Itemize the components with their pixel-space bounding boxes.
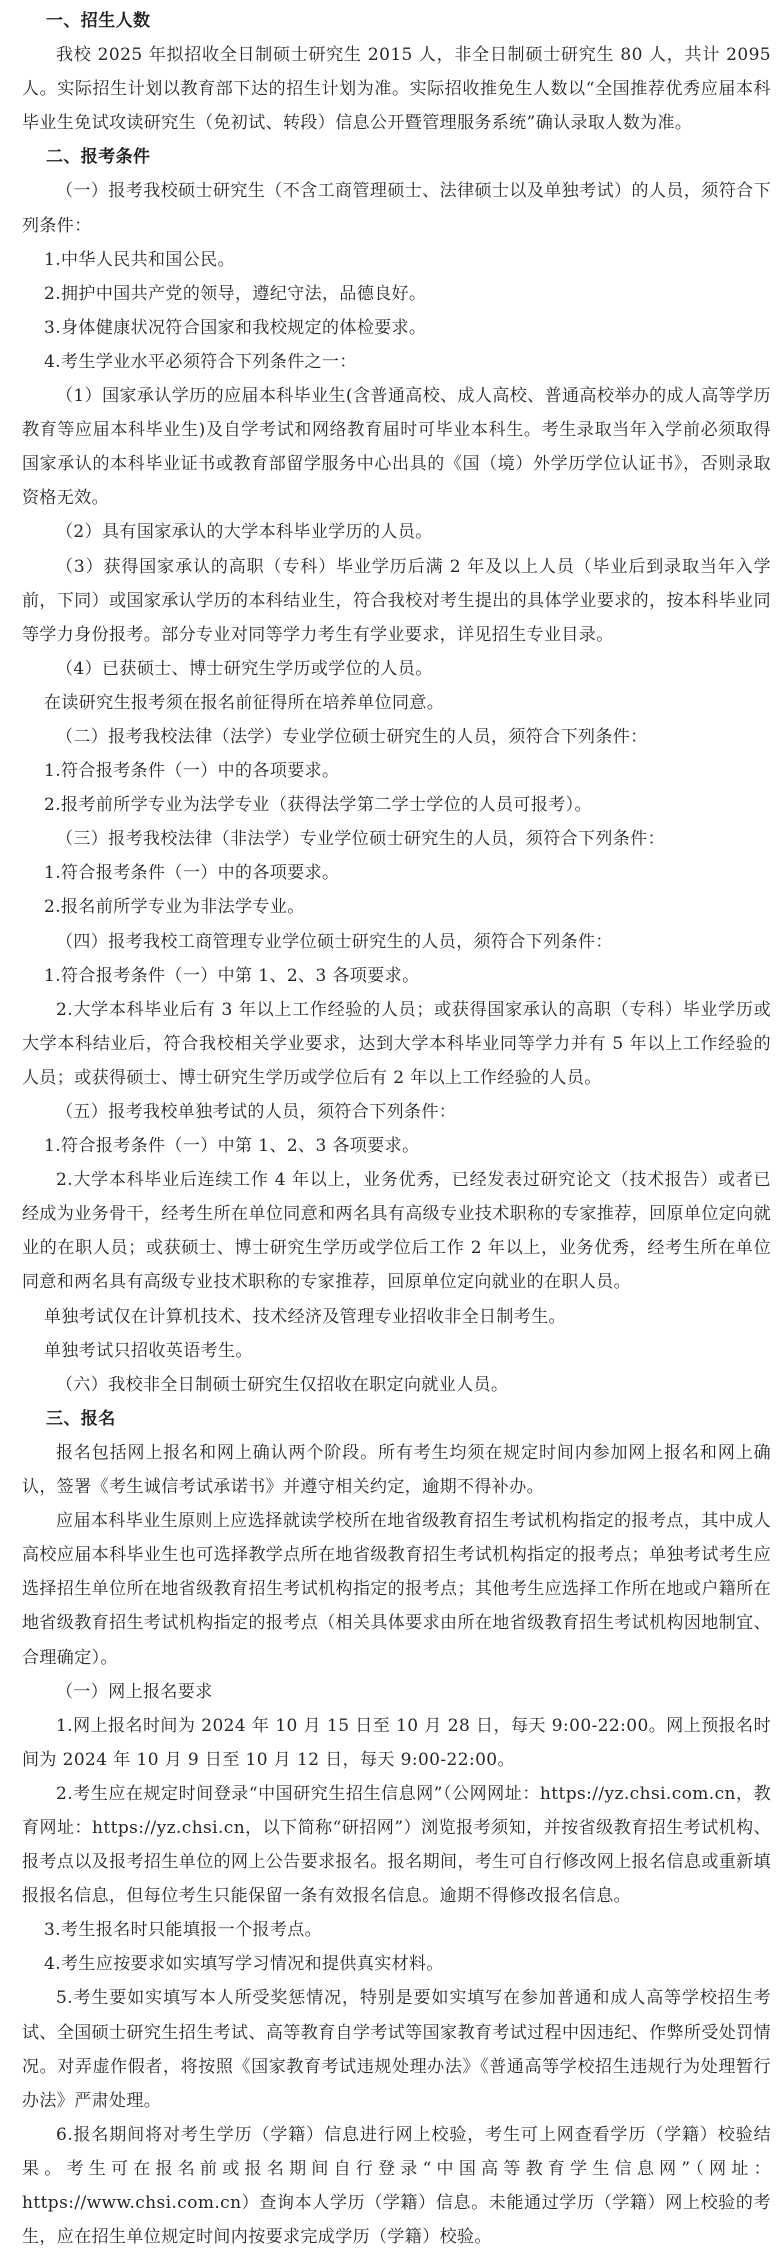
subsection-heading: （五）报考我校单独考试的人员，须符合下列条件： [56,1102,457,1122]
paragraph: 单独考试仅在计算机技术、技术经济及管理专业招收非全日制考生。 [44,1306,566,1327]
list-item: （2）具有国家承认的大学本科毕业学历的人员。 [56,522,433,543]
list-item: （1）国家承认学历的应届本科毕业生(含普通高校、成人高校、普通高校举办的成人高等学历教育等应届本科毕业生)及自学考试和网络教育届时可毕业本科生。考生录取当年入学前必须取得国家承认的本科毕业证书或教育部留学服务中心出具的《国（境）外学历学位认证书》，否则录取资格无效。 [22,386,771,509]
list-item: 2.考生应在规定时间登录“中国研究生招生信息网”（公网网址：https://yz.chsi.com.cn，教育网址：https://yz.chsi.cn，以下简称“研招网”）浏览报考须知，并按省级教育招生考试机构、报考点以及报考招生单位的网上公告要求报名。报名期间，考生可自行修改网上报名信息或重新填报报名信息，但每位考生只能保留一条有效报名信息。逾期不得修改报名信息。 [22,1783,771,1907]
subsection-heading: （一）报考我校硕士研究生（不含工商管理硕士、法律硕士以及单独考试）的人员，须符合下列条件： [22,181,771,236]
list-item: 1.中华人民共和国公民。 [44,249,236,270]
paragraph: 我校 2025 年拟招收全日制硕士研究生 2015 人，非全日制硕士研究生 80 人，共计 2095 人。实际招生计划以教育部下达的招生计划为准。实际招收推免生人数以“全国推荐优秀应届本科毕业生免试攻读研究生（免初试、转段）信息公开暨管理服务系统”确认录取人数为准。 [22,45,771,134]
subsection-heading: （二）报考我校法律（法学）专业学位硕士研究生的人员，须符合下列条件： [56,726,648,747]
paragraph: 单独考试只招收英语考生。 [44,1340,253,1361]
paragraph: 在读研究生报考须在报名前征得所在培养单位同意。 [44,692,445,713]
paragraph: 应届本科毕业生原则上应选择就读学校所在地省级教育招生考试机构指定的报考点，其中成人高校应届本科毕业生也可选择教学点所在地省级教育招生考试机构指定的报考点；单独考试考生应选择招生单位所在地省级教育招生考试机构指定的报考点；其他考生应选择工作所在地或户籍所在地省级教育招生考试机构指定的报考点（相关具体要求由所在地省级教育招生考试机构因地制宜、合理确定）。 [22,1511,771,1668]
list-item: 1.符合报考条件（一）中的各项要求。 [44,863,340,884]
paragraph: 报名包括网上报名和网上确认两个阶段。所有考生均须在规定时间内参加网上报名和网上确认，签署《考生诚信考试承诺书》并遵守相关约定，逾期不得补办。 [22,1442,771,1498]
list-item: 2.大学本科毕业后有 3 年以上工作经验的人员；或获得国家承认的高职（专科）毕业学历或大学本科结业后，符合我校相关学业要求，达到大学本科毕业同等学力并有 5 年以上工作经验的人员；或获得硕士、博士研究生学历或学位后有 2 年以上工作经验的人员。 [22,999,771,1088]
subsection-heading: （一）网上报名要求 [56,1681,213,1702]
list-item: 2.大学本科毕业后连续工作 4 年以上，业务优秀，已经发表过研究论文（技术报告）或者已经成为业务骨干，经考生所在单位同意和两名具有高级专业技术职称的专家推荐，回原单位定向就业的在职人员；或获硕士、博士研究生学历或学位后工作 2 年以上，业务优秀，经考生所在单位同意和两名具有高级专业技术职称的专家推荐，回原单位定向就业的在职人员。 [22,1170,771,1293]
subsection-heading: （六）我校非全日制硕士研究生仅招收在职定向就业人员。 [56,1374,509,1395]
section-heading-registration: 三、报名 [46,1408,116,1429]
list-item: 3.考生报名时只能填报一个报考点。 [44,1920,323,1941]
list-item: （3）获得国家承认的高职（专科）毕业学历后满 2 年及以上人员（毕业后到录取当年入学前，下同）或国家承认学历的本科结业生，符合我校对考生提出的具体学业要求的，按本科毕业同等学力身份报考。部分专业对同等学力考生有学业要求，详见招生专业目录。 [22,556,771,645]
list-item: （4）已获硕士、博士研究生学历或学位的人员。 [56,658,433,679]
subsection-heading: （四）报考我校工商管理专业学位硕士研究生的人员，须符合下列条件： [56,931,613,952]
list-item: 6.报名期间将对考生学历（学籍）信息进行网上校验，考生可上网查看学历（学籍）校验结果。考生可在报名前或报名期间自行登录“中国高等教育学生信息网”（网址：https://www.chsi.com.cn）查询本人学历（学籍）信息。未能通过学历（学籍）网上校验的考生，应在招生单位规定时间内按要求完成学历（学籍）校验。 [22,2124,771,2248]
subsection-heading: （三）报考我校法律（非法学）专业学位硕士研究生的人员，须符合下列条件： [56,829,665,850]
list-item: 1.符合报考条件（一）中第 1、2、3 各项要求。 [44,1136,420,1157]
list-item: 1.网上报名时间为 2024 年 10 月 15 日至 10 月 28 日，每天 9:00-22:00。网上预报名时间为 2024 年 10 月 9 日至 10 月 12 日，每天 9:00-22:00。 [22,1715,771,1770]
list-item: 2.拥护中国共产党的领导，遵纪守法，品德良好。 [44,283,427,304]
list-item: 4.考生应按要求如实填写学习情况和提供真实材料。 [44,1954,444,1975]
list-item: 4.考生学业水平必须符合下列条件之一： [44,351,357,372]
list-item: 3.身体健康状况符合国家和我校规定的体检要求。 [44,317,427,338]
section-heading-conditions: 二、报考条件 [46,147,151,168]
list-item: 5.考生要如实填写本人所受奖惩情况，特别是要如实填写在参加普通和成人高等学校招生考试、全国硕士研究生招生考试、高等教育自学考试等国家教育考试过程中因违纪、作弊所受处罚情况。对弄虚作假者，将按照《国家教育考试违规处理办法》《普通高等学校招生违规行为处理暂行办法》严肃处理。 [22,1988,771,2111]
list-item: 1.符合报考条件（一）中的各项要求。 [44,761,340,782]
section-heading-enrollment: 一、招生人数 [46,11,151,31]
list-item: 2.报考前所学专业为法学专业（获得法学第二学士学位的人员可报考）。 [44,795,592,816]
list-item: 2.报名前所学专业为非法学专业。 [44,897,305,918]
list-item: 1.符合报考条件（一）中第 1、2、3 各项要求。 [44,965,420,986]
